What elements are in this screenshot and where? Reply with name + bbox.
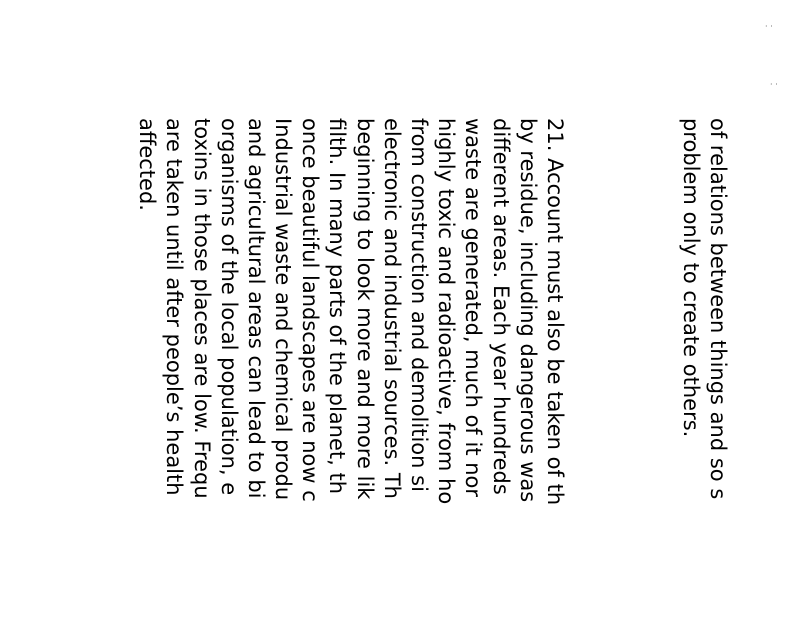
text-line: electronic and industrial sources. Th [379, 118, 404, 499]
text-line: Industrial waste and chemical produ [271, 118, 296, 501]
text-line: of relations between things and so s [706, 118, 730, 500]
text-line: organisms of the local population, e [216, 118, 241, 496]
text-line: highly toxic and radioactive, from ho [434, 118, 459, 505]
scan-speck: · · [770, 80, 778, 89]
text-line: once beautiful landscapes are now c [298, 118, 323, 502]
text-line: toxins in those places are low. Frequ [189, 118, 214, 499]
text-line: problem only to create others. [678, 118, 703, 438]
text-line: waste are generated, much of it nor [461, 118, 486, 498]
scan-speck: · · [765, 22, 773, 31]
text-line: different areas. Each year hundreds [488, 118, 513, 495]
text-line: by residue, including dangerous was [515, 118, 540, 503]
text-line: 21. Account must also be taken of th [543, 118, 567, 506]
text-line: and agricultural areas can lead to bi [243, 118, 268, 499]
text-line: beginning to look more and more lik [352, 118, 377, 500]
paragraph-fragment [677, 118, 731, 499]
text-line: are taken until after people’s health [162, 118, 187, 496]
text-line: from construction and demolition si [407, 118, 432, 492]
text-line: affected. [135, 118, 160, 211]
text-line: filth. In many parts of the planet, th [325, 118, 350, 495]
paragraph-21 [133, 118, 568, 505]
